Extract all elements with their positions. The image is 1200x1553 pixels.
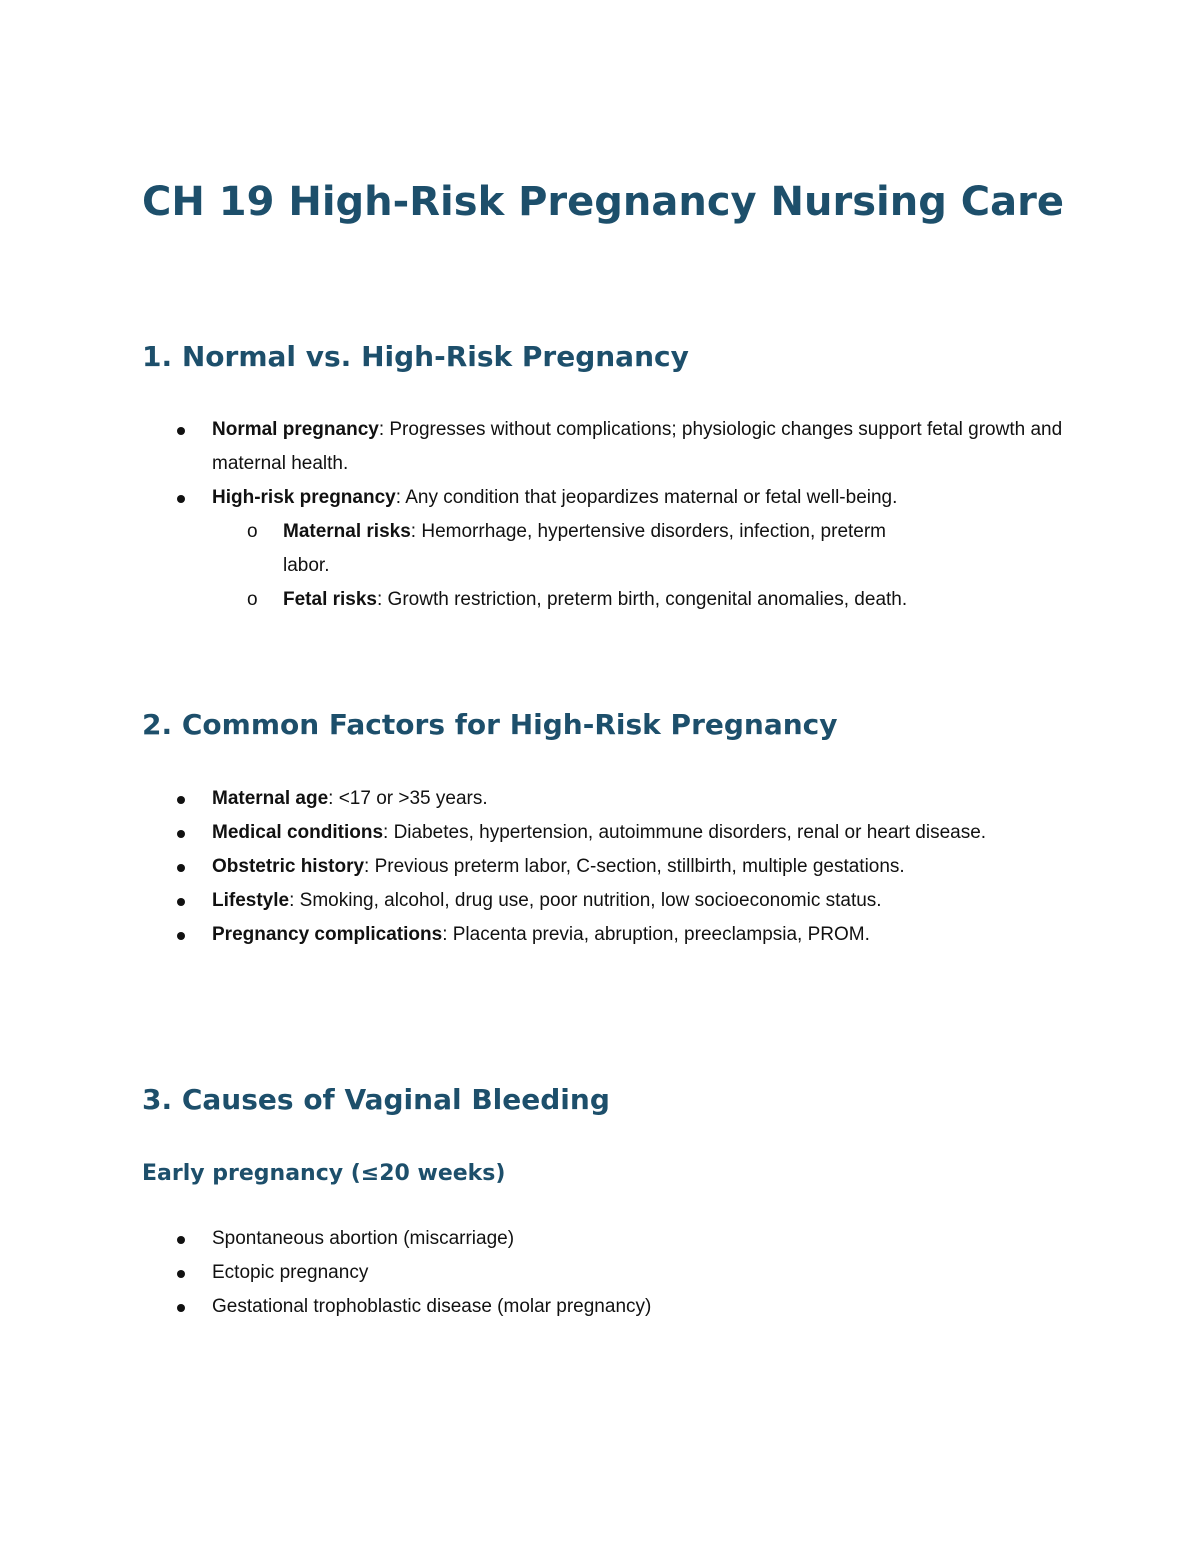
list-item-term: Obstetric history xyxy=(212,856,365,877)
sublist-item-term: Fetal risks xyxy=(283,589,377,610)
list-item xyxy=(0,413,1200,481)
list-item: Gestational trophoblastic disease (molar pregnancy) xyxy=(0,1290,1200,1324)
list-item xyxy=(0,884,1200,918)
list-item xyxy=(0,481,1200,617)
list-item-term: Medical conditions xyxy=(212,822,384,843)
section-3-subheading: Early pregnancy (≤20 weeks) xyxy=(142,1161,506,1186)
list-item-term: Maternal age xyxy=(212,788,329,809)
list-item xyxy=(0,816,1200,850)
sublist-item-term: Maternal risks xyxy=(283,521,411,542)
list-item-text: : Placenta previa, abruption, preeclampsia, PROM. xyxy=(442,924,870,945)
document-title: CH 19 High-Risk Pregnancy Nursing Care xyxy=(142,179,1064,225)
list-item-text: : Diabetes, hypertension, autoimmune disorders, renal or heart disease. xyxy=(383,822,987,843)
section-3-heading: 3. Causes of Vaginal Bleeding xyxy=(142,1083,610,1116)
section-2-list xyxy=(0,782,1200,952)
list-item-text: : <17 or >35 years. xyxy=(328,788,488,809)
list-item: Spontaneous abortion (miscarriage) xyxy=(0,1222,1200,1256)
sublist-item xyxy=(0,515,1070,583)
list-item xyxy=(0,782,1200,816)
list-item xyxy=(0,850,1200,884)
section-1-sublist xyxy=(212,515,1070,617)
sublist-item-text: : Growth restriction, preterm birth, congenital anomalies, death. xyxy=(377,589,908,610)
section-3-list xyxy=(0,1222,1200,1324)
list-item-text: : Any condition that jeopardizes maternal or fetal well-being. xyxy=(395,487,898,508)
list-item-text: : Previous preterm labor, C-section, stillbirth, multiple gestations. xyxy=(364,856,905,877)
sublist-item-text: : Hemorrhage, hypertensive disorders, infection, preterm labor. xyxy=(283,521,887,576)
list-item-text: : Progresses without complications; physiologic changes support fetal growth and maternal health. xyxy=(212,419,1063,474)
section-1-heading: 1. Normal vs. High-Risk Pregnancy xyxy=(142,340,689,373)
section-2-heading: 2. Common Factors for High-Risk Pregnancy xyxy=(142,708,838,741)
list-item-term: High-risk pregnancy xyxy=(212,487,396,508)
section-1-list xyxy=(0,413,1200,617)
list-item-term: Normal pregnancy xyxy=(212,419,379,440)
list-item-term: Lifestyle xyxy=(212,890,290,911)
sublist-item xyxy=(0,583,1070,617)
list-item xyxy=(0,918,1200,952)
list-item-text: : Smoking, alcohol, drug use, poor nutrition, low socioeconomic status. xyxy=(289,890,882,911)
list-item: Ectopic pregnancy xyxy=(0,1256,1200,1290)
list-item-term: Pregnancy complications xyxy=(212,924,443,945)
